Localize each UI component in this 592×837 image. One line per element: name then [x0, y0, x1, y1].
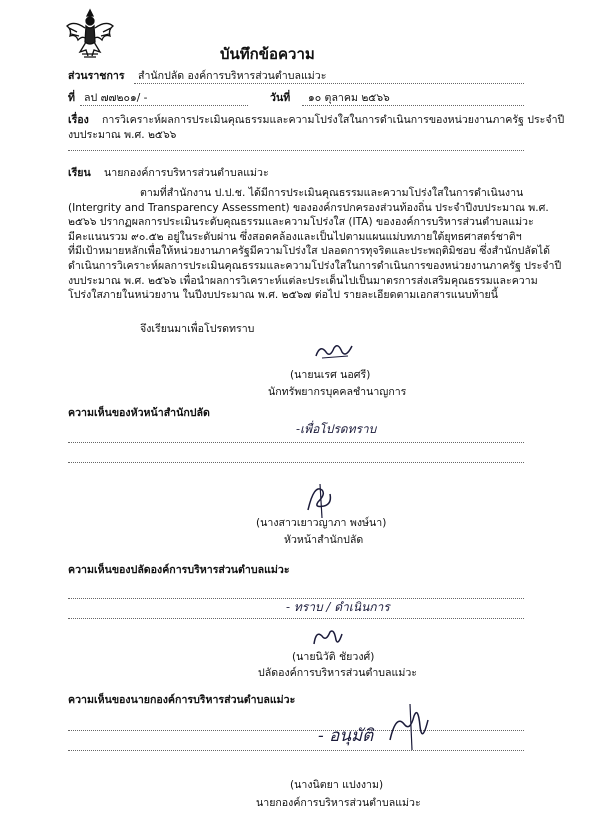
garuda-emblem-icon	[64, 6, 116, 66]
section2-handwritten: - ทราบ / ดำเนินการ	[286, 600, 390, 614]
memo-title: บันทึกข้อความ	[220, 45, 315, 63]
body-line: งบประมาณ พ.ศ. ๒๕๖๖ เพื่อนำผลการวิเคราะห์แต่ละประเด็นไปเป็นมาตรการส่งเสริมคุณธรรมและความ	[68, 274, 538, 287]
body-line: ตามที่สำนักงาน ป.ป.ช. ได้มีการประเมินคุณธรรมและความโปร่งใสในการดำเนินงาน	[140, 187, 524, 199]
signature-3	[310, 624, 346, 650]
date-value: ๑๐ ตุลาคม ๒๕๖๖	[308, 92, 390, 104]
signature-4	[384, 700, 434, 754]
section2-heading: ความเห็นของปลัดองค์การบริหารส่วนตำบลแม่วะ	[68, 564, 290, 576]
section3-dotline-2	[68, 750, 524, 751]
signer1-position: นักทรัพยากรบุคคลชำนาญการ	[268, 386, 407, 398]
section3-heading: ความเห็นของนายกองค์การบริหารส่วนตำบลแม่วะ	[68, 694, 296, 706]
subject-label: เรื่อง	[68, 114, 89, 126]
closing-text: จึงเรียนมาเพื่อโปรดทราบ	[140, 323, 255, 335]
section3-dotline-1	[68, 730, 524, 731]
signer1-name: (นายนเรศ นอศรี)	[290, 369, 371, 381]
section1-dotline-2	[68, 462, 524, 463]
body-line: ที่มีเป้าหมายหลักเพื่อให้หน่วยงานภาครัฐมีความโปร่งใส ปลอดการทุจริตและประพฤติมิชอบ ซึ่งสำนักปลัดได้	[68, 245, 550, 258]
section2-dotline-2	[68, 618, 524, 619]
office-dotline	[134, 83, 524, 84]
no-dotline	[80, 105, 248, 106]
body-line: โปร่งใสภายในหน่วยงาน ในปีงบประมาณ พ.ศ. ๒๕๖๗ ต่อไป รายละเอียดตามเอกสารแนบท้ายนี้	[68, 289, 498, 302]
section1-heading: ความเห็นของหัวหน้าสำนักปลัด	[68, 407, 210, 419]
to-label: เรียน	[68, 167, 91, 179]
signature-2	[300, 480, 340, 520]
section1-signer-position: หัวหน้าสำนักปลัด	[284, 534, 364, 546]
signature-1	[312, 338, 356, 364]
subject-line-1: การวิเคราะห์ผลการประเมินคุณธรรมและความโปร่งใสในการดำเนินการของหน่วยงานภาครัฐ ประจำปี	[102, 114, 565, 126]
office-label: ส่วนราชการ	[68, 70, 125, 82]
subject-dotline	[68, 150, 524, 151]
body-line: ๒๕๖๖ ปรากฏผลการประเมินระดับคุณธรรมและความโปร่งใส (ITA) ขององค์การบริหารส่วนตำบลแม่วะ	[68, 216, 534, 229]
section3-signer-name: (นางนิตยา แปงงาม)	[290, 779, 384, 791]
section3-handwritten: - อนุมัติ	[318, 726, 374, 746]
to-value: นายกองค์การบริหารส่วนตำบลแม่วะ	[104, 167, 269, 179]
section1-handwritten: -เพื่อโปรดทราบ	[296, 422, 377, 436]
section1-signer-name: (นางสาวเยาวญาภา พงษ์นา)	[256, 517, 387, 529]
section2-signer-name: (นายนิวัติ ชัยวงศ์)	[292, 651, 375, 663]
no-value: ลป ๗๗๒๐๑/ -	[84, 92, 148, 104]
section1-dotline-1	[68, 442, 524, 443]
office-value: สำนักปลัด องค์การบริหารส่วนตำบลแม่วะ	[138, 70, 327, 82]
body-line: ดำเนินการวิเคราะห์ผลการประเมินคุณธรรมและความโปร่งใสในการดำเนินการของหน่วยงานภาครัฐ ประจำปี	[68, 259, 562, 272]
body-line: มีคะแนนรวม ๙๐.๕๒ อยู่ในระดับผ่าน ซึ่งสอดคล้องและเป็นไปตามแผนแม่บทภายใต้ยุทธศาสตร์ชาติฯ	[68, 230, 522, 243]
date-dotline	[302, 105, 524, 106]
section2-signer-position: ปลัดองค์การบริหารส่วนตำบลแม่วะ	[258, 667, 417, 679]
no-label: ที่	[68, 92, 75, 104]
body-paragraph	[68, 186, 562, 303]
subject-line-2: งบประมาณ พ.ศ. ๒๕๖๖	[68, 129, 177, 141]
body-line: (Intergrity and Transparency Assessment) ขององค์กรปกครองส่วนท้องถิ่น ประจำปีงบประมาณ พ.ศ.	[68, 201, 549, 214]
section3-signer-position: นายกองค์การบริหารส่วนตำบลแม่วะ	[256, 797, 421, 809]
date-label: วันที่	[270, 92, 291, 104]
